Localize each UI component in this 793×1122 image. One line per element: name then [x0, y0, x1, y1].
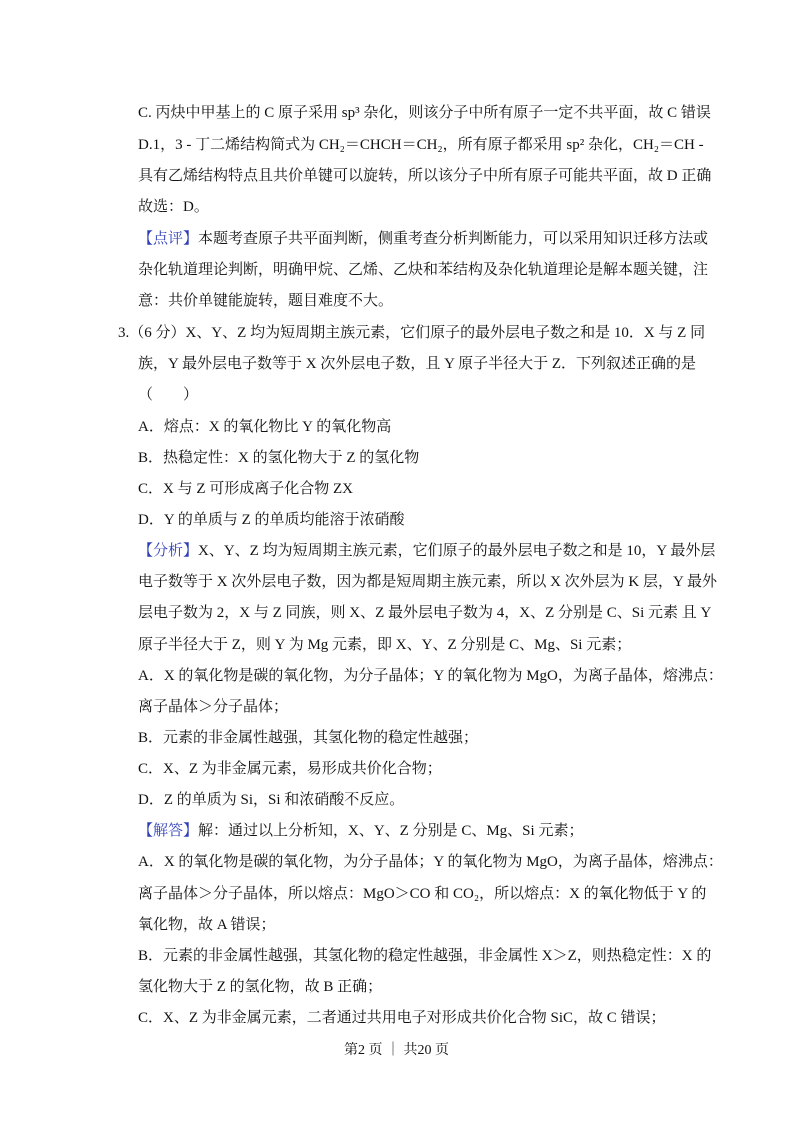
solution-tag: 【解答】 [138, 823, 199, 839]
text-line: 离子晶体＞分子晶体； [138, 699, 289, 715]
option-b: B．热稳定性：X 的氢化物大于 Z 的氢化物 [138, 450, 420, 466]
comment-line [138, 229, 709, 249]
text-line: 故选：D。 [138, 199, 209, 215]
text-line: C．X、Z 为非金属元素，易形成共价化合物； [138, 761, 442, 777]
analysis-tag: 【分析】 [138, 543, 199, 559]
text-line: 杂化轨道理论判断，明确甲烷、乙烯、乙炔和苯结构及杂化轨道理论是解本题关键，注 [138, 262, 709, 278]
text-line: C．X、Z 为非金属元素，二者通过共用电子对形成共价化合物 SiC，故 C 错误； [138, 1010, 666, 1026]
text-line: 离子晶体＞分子晶体，所以熔点：MgO＞CO 和 CO₂，所以熔点：X 的氧化物低于 Y 的 [138, 886, 707, 902]
page-footer: 第2 页 ｜ 共20 页 [344, 1043, 449, 1058]
question-stem: 3.（6 分）X、Y、Z 均为短周期主族元素，它们原子的最外层电子数之和是 10．X 与 Z 同 [118, 325, 706, 341]
text-line: 意：共价单键能旋转，题目难度不大。 [138, 293, 394, 309]
text-line: 层电子数为 2，X 与 Z 同族，则 X、Z 最外层电子数为 4，X、Z 分别是 C、Si 元素 且 Y [138, 605, 712, 621]
text: X、Y、Z 均为短周期主族元素，它们原子的最外层电子数之和是 10，Y 最外层 [198, 543, 716, 559]
text-line: B．元素的非金属性越强，其氢化物的稳定性越强； [138, 730, 479, 746]
option-c: C．X 与 Z 可形成离子化合物 ZX [138, 481, 353, 497]
text-line: 氧化物，故 A 错误； [138, 917, 276, 933]
comment-tag: 【点评】 [138, 231, 199, 247]
question-stem: 族，Y 最外层电子数等于 X 次外层电子数，且 Y 原子半径大于 Z．下列叙述正确的是 [138, 356, 697, 372]
text-line: A．X 的氧化物是碳的氧化物，为分子晶体；Y 的氧化物为 MgO，为离子晶体，熔沸点： [138, 854, 723, 870]
text-line: D.1，3 - 丁二烯结构简式为 CH₂＝CHCH＝CH₂，所有原子都采用 sp² 杂化，CH₂＝CH - [138, 137, 704, 153]
text-line: 原子半径大于 Z，则 Y 为 Mg 元素，即 X、Y、Z 分别是 C、Mg、Si 元素； [138, 637, 632, 653]
text-line: 电子数等于 X 次外层电子数，因为都是短周期主族元素，所以 X 次外层为 K 层，Y 最外 [138, 574, 718, 590]
option-d: D．Y 的单质与 Z 的单质均能溶于浓硝酸 [138, 512, 405, 528]
text-line: C. 丙炔中甲基上的 C 原子采用 sp³ 杂化，则该分子中所有原子一定不共平面，故 C 错误 [138, 105, 711, 121]
text-line: B．元素的非金属性越强，其氢化物的稳定性越强，非金属性 X＞Z，则热稳定性：X 的 [138, 948, 712, 964]
text-line: 具有乙烯结构特点且共价单键可以旋转，所以该分子中所有原子可能共平面，故 D 正确 [138, 168, 712, 184]
text: 本题考查原子共平面判断，侧重考查分析判断能力，可以采用知识迁移方法或 [198, 231, 709, 247]
text-line: 氢化物大于 Z 的氢化物，故 B 正确； [138, 979, 383, 995]
analysis-line [138, 541, 716, 561]
text: 解：通过以上分析知，X、Y、Z 分别是 C、Mg、Si 元素； [198, 823, 584, 839]
solution-line [138, 821, 673, 841]
option-a: A．熔点：X 的氧化物比 Y 的氧化物高 [138, 419, 392, 435]
text-line: D．Z 的单质为 Si，Si 和浓硝酸不反应。 [138, 792, 405, 808]
text-line: A．X 的氧化物是碳的氧化物，为分子晶体；Y 的氧化物为 MgO，为离子晶体，熔沸点： [138, 668, 723, 684]
answer-bracket: （ ） [138, 387, 199, 403]
